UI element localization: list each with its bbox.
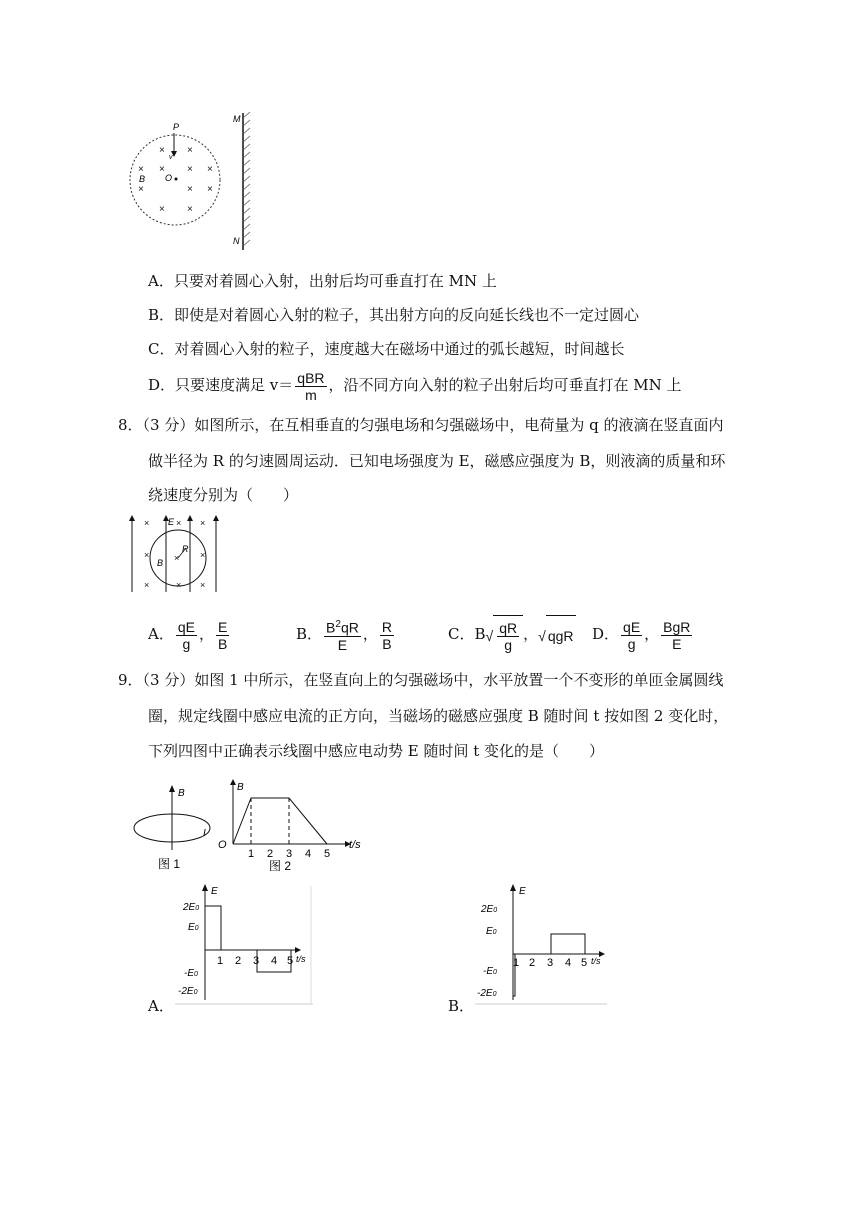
svg-text:×: ×	[200, 580, 206, 590]
q7-o-label: O	[165, 173, 173, 183]
tick-label: 4	[305, 848, 312, 860]
t-axis-label: t/s	[591, 956, 601, 966]
svg-text:×: ×	[200, 550, 206, 560]
svg-text:-2E0: -2E0	[477, 988, 497, 999]
svg-text:-E0: -E0	[184, 968, 198, 979]
q7-figure	[125, 108, 265, 258]
q9-figure-1	[128, 780, 218, 874]
svg-text:-2E0: -2E0	[178, 986, 198, 997]
svg-text:×: ×	[174, 553, 180, 563]
q9-fig1-i-label: I	[203, 828, 206, 839]
q7-n-label: N	[233, 236, 240, 246]
q9-fig1-b-label: B	[178, 788, 185, 799]
q9-fig2-origin-label: O	[218, 839, 227, 851]
q9-stem-line-3: 下列四图中正确表示线圈中感应电动势 E 随时间 t 变化的是（ ）	[148, 742, 605, 760]
q7-option-a[interactable]: A．只要对着圆心入射，出射后均可垂直打在 MN 上	[148, 272, 497, 290]
svg-text:×: ×	[200, 518, 206, 528]
tick-label: 5	[324, 848, 331, 860]
q8-e-label: E	[168, 517, 175, 527]
q7-p-label: P	[173, 122, 180, 132]
svg-text:×: ×	[187, 145, 193, 156]
e-axis-label: E	[519, 886, 526, 897]
svg-text:2E0: 2E0	[183, 902, 200, 913]
svg-text:×: ×	[144, 580, 150, 590]
q8-stem-line-3: 绕速度分别为（ ）	[148, 486, 299, 504]
q8-option-c[interactable]: C．B√ $\frac{qR}{g}$ ，√ qgR	[448, 614, 576, 656]
svg-text:×: ×	[144, 518, 150, 528]
q9-option-b-graph	[475, 882, 615, 1008]
q7-option-b[interactable]: B．即使是对着圆心入射的粒子，其出射方向的反向延长线也不一定过圆心	[148, 306, 640, 324]
q7-v-label: v	[169, 154, 173, 161]
svg-text:×: ×	[187, 204, 193, 215]
q8-b-label: B	[157, 558, 164, 568]
svg-text:×: ×	[176, 580, 182, 590]
q9-option-a-graph	[175, 882, 315, 1008]
tick-label: 4	[271, 955, 278, 967]
velocity-fraction: $\frac{\text{qBR}}{m}$	[297, 369, 325, 403]
tick-label: 3	[286, 848, 293, 860]
svg-text:×: ×	[138, 164, 144, 175]
svg-text:×: ×	[187, 184, 193, 195]
tick-label: 3	[253, 955, 260, 967]
q9-figure-2	[215, 778, 370, 874]
q7-option-d[interactable]: D．只要速度满足 v＝ $\frac{\text{qBR}}{m}$ ，沿不同方向入射的粒子出射后均可垂直打在 MN 上	[148, 369, 682, 403]
tick-label: 1	[513, 957, 520, 969]
svg-text:E0: E0	[486, 926, 497, 937]
tick-label: 2	[235, 955, 242, 967]
q9-fig2-axis-label: t/s	[349, 839, 361, 851]
e-axis-label: E	[211, 886, 218, 897]
q9-stem-line-1: 9．（3 分）如图 1 中所示，在竖直向上的匀强磁场中，水平放置一个不变形的单匝金属圆线	[118, 671, 724, 689]
q8-option-d[interactable]: D． $\frac{qE}{g}$ ， $\frac{\text{BgR}}{E}$	[592, 618, 691, 652]
figure-1-caption: 图 1	[158, 857, 181, 871]
tick-label: 1	[217, 955, 224, 967]
tick-label: 2	[267, 848, 274, 860]
q8-option-a[interactable]: A． $\frac{qE}{g}$ ， $\frac{E}{B}$	[148, 618, 228, 652]
tick-label: 4	[565, 957, 572, 969]
q9-fig2-b-label: B	[237, 782, 244, 793]
svg-text:×: ×	[176, 518, 182, 528]
q9-option-a[interactable]: A．	[148, 997, 174, 1015]
tick-label: 1	[248, 848, 255, 860]
svg-text:×: ×	[144, 550, 150, 560]
svg-text:×: ×	[207, 164, 213, 175]
tick-label: 2	[529, 957, 536, 969]
tick-label: 5	[581, 957, 588, 969]
svg-text:×: ×	[159, 164, 165, 175]
t-axis-label: t/s	[296, 954, 306, 964]
q9-stem-line-2: 圈，规定线圈中感应电流的正方向，当磁场的磁感应强度 B 随时间 t 按如图 2 变化时，	[148, 707, 729, 725]
q7-b-label: B	[139, 174, 146, 184]
svg-text:×: ×	[159, 145, 165, 156]
q8-r-label: R	[182, 544, 189, 554]
q8-stem-line-2: 做半径为 R 的匀速圆周运动．已知电场强度为 E，磁感应强度为 B，则液滴的质量和环	[148, 452, 726, 470]
q8-option-b[interactable]: B． $\frac{B^2qR}{E}$ ， $\frac{R}{B}$	[296, 618, 392, 653]
svg-text:E0: E0	[188, 922, 199, 933]
tick-label: 3	[547, 957, 554, 969]
tick-label: 5	[287, 955, 294, 967]
svg-text:2E0: 2E0	[481, 904, 498, 915]
figure-2-caption: 图 2	[269, 859, 292, 873]
svg-text:×: ×	[187, 164, 193, 175]
q9-option-b[interactable]: B．	[448, 997, 475, 1015]
q7-m-label: M	[233, 114, 241, 124]
svg-text:×: ×	[207, 184, 213, 195]
svg-text:×: ×	[138, 184, 144, 195]
q8-figure	[128, 512, 228, 594]
svg-text:×: ×	[159, 204, 165, 215]
q7-option-c[interactable]: C．对着圆心入射的粒子，速度越大在磁场中通过的弧长越短，时间越长	[148, 340, 625, 358]
svg-text:-E0: -E0	[483, 966, 497, 977]
q8-stem-line-1: 8．（3 分）如图所示，在互相垂直的匀强电场和匀强磁场中，电荷量为 q 的液滴在竖直面内	[118, 416, 724, 434]
